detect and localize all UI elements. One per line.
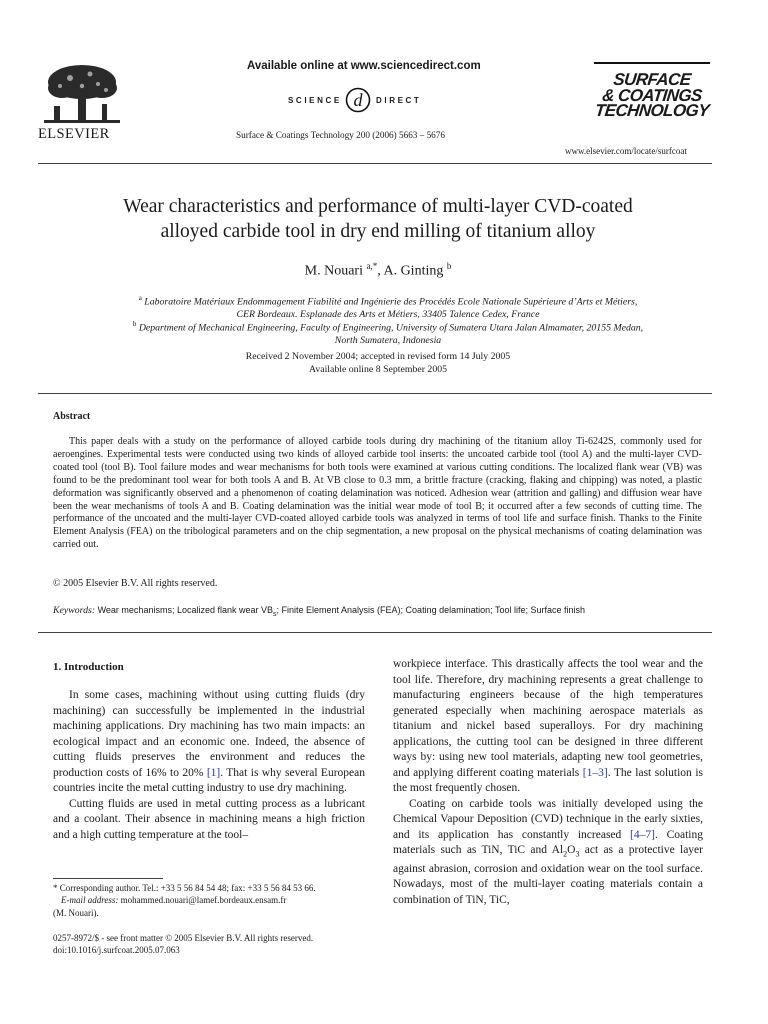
sciencedirect-logo-right: DIRECT xyxy=(376,96,422,105)
footnote-name: (M. Nouari). xyxy=(53,907,99,918)
paragraph xyxy=(53,688,365,797)
copyright-line: © 2005 Elsevier B.V. All rights reserved. xyxy=(53,578,218,589)
affiliation-text: North Sumatera, Indonesia xyxy=(334,334,442,346)
author-name: A. Ginting xyxy=(383,263,444,279)
paragraph xyxy=(393,657,703,797)
svg-text:d: d xyxy=(353,90,363,110)
subscript: 2 xyxy=(563,849,568,859)
right-column xyxy=(393,657,703,908)
journal-url-link[interactable]: www.elsevier.com/locate/surfcoat xyxy=(565,146,687,156)
title-line: Wear characteristics and performance of multi-layer CVD-coated xyxy=(123,196,633,217)
paragraph-text: act as a protective layer against abrasion, corrosion and oxidation wear on the tool surface. Nowadays, most of the multi-layer coating materials contain a combination of TiN, TiC, xyxy=(393,844,703,906)
journal-citation: Surface & Coatings Technology 200 (2006) 5663 – 5676 xyxy=(236,130,445,140)
body-divider xyxy=(38,632,712,633)
citation-link[interactable]: [4–7] xyxy=(630,828,655,841)
keywords-subscript: s xyxy=(273,610,277,618)
sciencedirect-logo-left: SCIENCE xyxy=(288,96,342,105)
front-matter xyxy=(53,932,373,957)
available-online-link[interactable]: Available online at www.sciencedirect.com xyxy=(247,60,481,72)
affiliation-marker: a xyxy=(138,294,142,302)
doi-link[interactable]: doi:10.1016/j.surfcoat.2005.07.063 xyxy=(53,945,180,956)
title-line: alloyed carbide tool in dry end milling of titanium alloy xyxy=(160,221,596,242)
paragraph-text: workpiece interface. This drastically affects the tool wear and the tool life. Therefore, dry machining represents a great challenge to manufacturing engineers because of the high temperatures generated especially when machining aerospace materials as titanium and nickel based superalloys. For dry machining applications, the cutting tool can be designed in three different ways by: using new tool materials, adapting new tool geometries, and applying different coating materials xyxy=(393,658,703,779)
abstract-heading: Abstract xyxy=(53,411,91,422)
paragraph-text: In some cases, machining without using cutting fluids (dry machining) can successfully be implemented in the industrial machining applications. Dry machining has two main impacts: an ecological impact and an economic one. Indeed, the absence of cutting fluids preserves the environment and reduces the production costs of 16% to 20% xyxy=(53,689,365,779)
citation-link[interactable]: [1–3] xyxy=(582,766,608,779)
affiliation-marker: b xyxy=(132,320,137,328)
left-column xyxy=(53,688,365,843)
journal-logo-bar xyxy=(594,62,710,64)
received-date: Received 2 November 2004; accepted in revised form 14 July 2005 xyxy=(245,351,511,362)
elsevier-tree-logo-icon xyxy=(40,62,124,128)
footnote-divider xyxy=(53,878,163,879)
keywords-text: ; Finite Element Analysis (FEA); Coating delamination; Tool life; Surface finish xyxy=(276,605,585,615)
keywords-text: Wear mechanisms; Localized flank wear VB xyxy=(95,605,274,615)
publisher-name: ELSEVIER xyxy=(38,126,110,142)
author-separator: , xyxy=(377,263,384,279)
journal-logo-line: & COATINGS xyxy=(601,85,703,105)
paragraph xyxy=(393,797,703,909)
footnote xyxy=(53,882,373,919)
abstract-text: This paper deals with a study on the performance of alloyed carbide tools during dry machining of the titanium alloy Ti-6242S, commonly used for aeroengines. Experimental tests were conducted using two kinds of alloyed carbide tool inserts: the uncoated carbide tool (tool A) and the multi-layer CVD-coated tool (tool B). Tool failure modes and wear mechanisms for both tools were examined at various cutting conditions. The localized flank wear (VB) was found to be the predominant tool wear for both tools A and B. At VB close to 0.3 mm, a brittle fracture (cracking, flaking and chipping) was noted, a plastic deformation was significantly observed and a phenomenon of coating delamination was noticed. Adhesion wear (attrition and galling) and diffusion wear have been the wear mechanisms of tools A and B. Coating delamination was the initial wear mode of tool B; it occurred after a few seconds of cutting time. The performance of the uncoated and the multi-layer CVD-coated alloyed carbide tools was analyzed in terms of tool life and surface finish. Thanks to the Finite Element Analysis (FEA) on the tribological parameters and on the chip segmentation, a new proposal on the physical mechanisms of coating delamination was carried out. xyxy=(53,436,702,551)
paragraph-text: O xyxy=(567,844,576,856)
keywords-line xyxy=(53,605,713,618)
footnote-text: Corresponding author. Tel.: +33 5 56 84 54 48; fax: +33 5 56 84 53 66. xyxy=(57,883,316,893)
email-link[interactable]: mohammed.nouari@lamef.bordeaux.ensam.fr xyxy=(118,895,287,906)
issn-line: 0257-8972/$ - see front matter © 2005 Elsevier B.V. All rights reserved. xyxy=(53,933,314,943)
sciencedirect-d-icon xyxy=(344,86,372,114)
header-divider xyxy=(38,163,712,164)
affiliation-text: Laboratoire Matériaux Endommagement Fiabilité and Ingénierie des Procédés Ecole Nationale Supérieure d’Arts et Métiers, xyxy=(144,296,638,308)
paragraph-text: . The last solution is the most frequently chosen. xyxy=(393,766,703,794)
keywords-label: Keywords: xyxy=(53,605,96,616)
paragraph-text: . Coating materials such as TiN, TiC and Al xyxy=(393,828,703,856)
available-date: Available online 8 September 2005 xyxy=(308,363,448,375)
footnote-marker: * xyxy=(53,883,58,893)
paragraph: Cutting fluids are used in metal cutting process as a lubricant and a coolant. Their absence in machining means a high friction and a high cutting temperature at the tool– xyxy=(53,797,365,841)
journal-logo-line: TECHNOLOGY xyxy=(594,101,710,120)
article-dates xyxy=(38,351,718,376)
journal-logo xyxy=(592,72,712,142)
paragraph-text: . That is why several European countries incite the metal cutting industry to use dry machining. xyxy=(53,766,365,794)
email-label: E-mail address: xyxy=(61,895,119,906)
affiliation-b xyxy=(98,318,678,347)
author-list xyxy=(38,261,718,280)
section-heading: 1. Introduction xyxy=(53,661,124,673)
paragraph-text: Coating on carbide tools was initially developed using the Chemical Vapour Deposition (CVD) technique in the early sixties, and its application has constantly increased xyxy=(393,797,703,841)
abstract-divider xyxy=(38,393,712,394)
citation-link[interactable]: [1] xyxy=(206,766,221,779)
author-affiliation-marker[interactable]: b xyxy=(446,261,452,271)
article-title xyxy=(38,194,718,244)
affiliation-text: CER Bordeaux. Esplanade des Arts et Métiers, 33405 Talence Cedex, France xyxy=(236,308,540,320)
subscript: 3 xyxy=(575,849,580,859)
affiliation-text: Department of Mechanical Engineering, Faculty of Engineering, University of Sumatera Utara Jalan Almamater, 20155 Medan, xyxy=(138,322,644,334)
author-name: M. Nouari xyxy=(304,263,363,279)
journal-logo-line: SURFACE xyxy=(612,70,692,89)
author-affiliation-marker[interactable]: a,* xyxy=(366,261,378,271)
